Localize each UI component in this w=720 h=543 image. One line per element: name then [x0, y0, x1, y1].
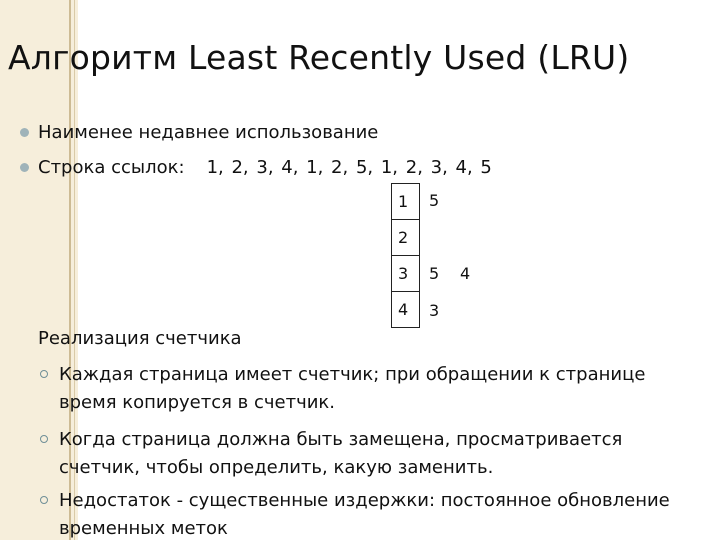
ring-bullet-icon — [40, 435, 48, 443]
reference-string-label: Строка ссылок: — [38, 157, 185, 178]
replacement-value: 5 — [429, 264, 440, 283]
replacement-value: 4 — [460, 264, 471, 283]
sub-bullet-item — [40, 426, 700, 482]
bullet-dot-icon — [20, 163, 29, 172]
sub-bullet-item — [40, 361, 700, 417]
frame-cell: 4 — [391, 291, 420, 328]
frame-cell: 1 — [391, 183, 420, 220]
section-heading: Реализация счетчика — [38, 328, 242, 349]
sub-bullet-text: Недостаток - существенные издержки: постоянное обновление временных меток — [59, 490, 670, 539]
bullet-text: Наименее недавнее использование — [38, 122, 379, 143]
sub-bullet-text: Каждая страница имеет счетчик; при обращении к странице время копируется в счетчик. — [59, 364, 646, 413]
bullet-item — [20, 157, 492, 178]
bullet-item — [20, 122, 378, 143]
frame-cell: 3 — [391, 255, 420, 292]
ring-bullet-icon — [40, 370, 48, 378]
sub-bullet-text: Когда страница должна быть замещена, просматривается счетчик, чтобы определить, какую заменить. — [59, 429, 623, 478]
ring-bullet-icon — [40, 496, 48, 504]
slide-title: Алгоритм Least Recently Used (LRU) — [8, 38, 630, 77]
frame-cell: 2 — [391, 219, 420, 256]
reference-string: 1, 2, 3, 4, 1, 2, 5, 1, 2, 3, 4, 5 — [206, 157, 492, 178]
replacement-value: 3 — [429, 301, 440, 320]
replacement-value: 5 — [429, 191, 440, 210]
bullet-dot-icon — [20, 128, 29, 137]
sub-bullet-item — [40, 487, 700, 543]
